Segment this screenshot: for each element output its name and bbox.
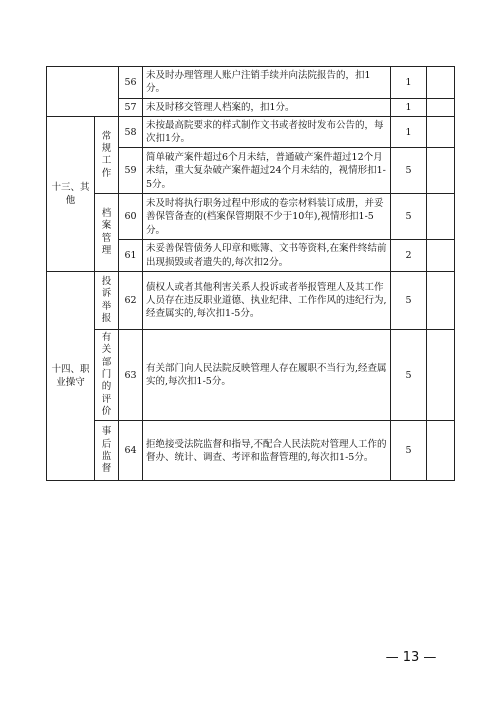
item-number: 60	[119, 194, 143, 240]
category-cell: 十三、其他	[47, 116, 95, 271]
item-score: 5	[391, 272, 427, 330]
table-row	[47, 116, 455, 148]
table-row	[47, 272, 455, 330]
item-score: 5	[391, 194, 427, 240]
blank-cell	[427, 98, 455, 116]
item-description: 未及时移交管理人档案的，扣1分。	[143, 98, 391, 116]
item-number: 57	[119, 98, 143, 116]
blank-cell	[427, 240, 455, 272]
item-description: 未及时将执行职务过程中形成的卷宗材料装订成册，并妥善保管备查的(档案保管期限不少于10年),视情形扣1-5分。	[143, 194, 391, 240]
item-number: 58	[119, 116, 143, 148]
category-cell: 十四、职业操守	[47, 272, 95, 481]
blank-cell	[427, 272, 455, 330]
blank-cell	[427, 421, 455, 481]
item-description: 拒绝接受法院监督和指导,不配合人民法院对管理人工作的督办、统计、调查、考评和监督管理的,每次扣1-5分。	[143, 421, 391, 481]
item-number: 62	[119, 272, 143, 330]
blank-cell	[427, 67, 455, 99]
subcategory-cell: 档案管理	[95, 194, 119, 272]
table-row	[47, 421, 455, 481]
category-continued-cell	[47, 67, 119, 117]
blank-cell	[427, 116, 455, 148]
item-score: 5	[391, 330, 427, 421]
table-row	[47, 67, 455, 99]
item-score: 1	[391, 98, 427, 116]
item-description: 未妥善保管债务人印章和账簿、文书等资料,在案件终结前出现损毁或者遗失的,每次扣2分。	[143, 240, 391, 272]
blank-cell	[427, 194, 455, 240]
item-score: 5	[391, 421, 427, 481]
item-description: 未及时办理管理人账户注销手续并向法院报告的，扣1分。	[143, 67, 391, 99]
subcategory-cell: 有关部门的评价	[95, 330, 119, 421]
item-number: 56	[119, 67, 143, 99]
item-score: 1	[391, 67, 427, 99]
scoring-table	[46, 66, 455, 481]
subcategory-cell: 常规工作	[95, 116, 119, 194]
item-number: 63	[119, 330, 143, 421]
subcategory-cell: 事后监督	[95, 421, 119, 481]
item-score: 1	[391, 116, 427, 148]
item-description: 债权人或者其他利害关系人投诉或者举报管理人及其工作人员存在违反职业道德、执业纪律、工作作风的违纪行为,经查属实的,每次扣1-5分。	[143, 272, 391, 330]
blank-cell	[427, 148, 455, 194]
item-score: 2	[391, 240, 427, 272]
subcategory-cell: 投诉举报	[95, 272, 119, 330]
item-description: 有关部门向人民法院反映管理人存在履职不当行为,经查属实的,每次扣1-5分。	[143, 330, 391, 421]
item-score: 5	[391, 148, 427, 194]
item-number: 59	[119, 148, 143, 194]
item-description: 未按最高院要求的样式制作文书或者按时发布公告的，每次扣1分。	[143, 116, 391, 148]
item-number: 64	[119, 421, 143, 481]
page-number: — 13 —	[385, 650, 437, 665]
blank-cell	[427, 330, 455, 421]
item-number: 61	[119, 240, 143, 272]
table-row	[47, 330, 455, 421]
table-row	[47, 194, 455, 240]
item-description: 简单破产案件超过6个月未结，普通破产案件超过12个月未结，重大复杂破产案件超过24个月未结的，视情形扣1-5分。	[143, 148, 391, 194]
